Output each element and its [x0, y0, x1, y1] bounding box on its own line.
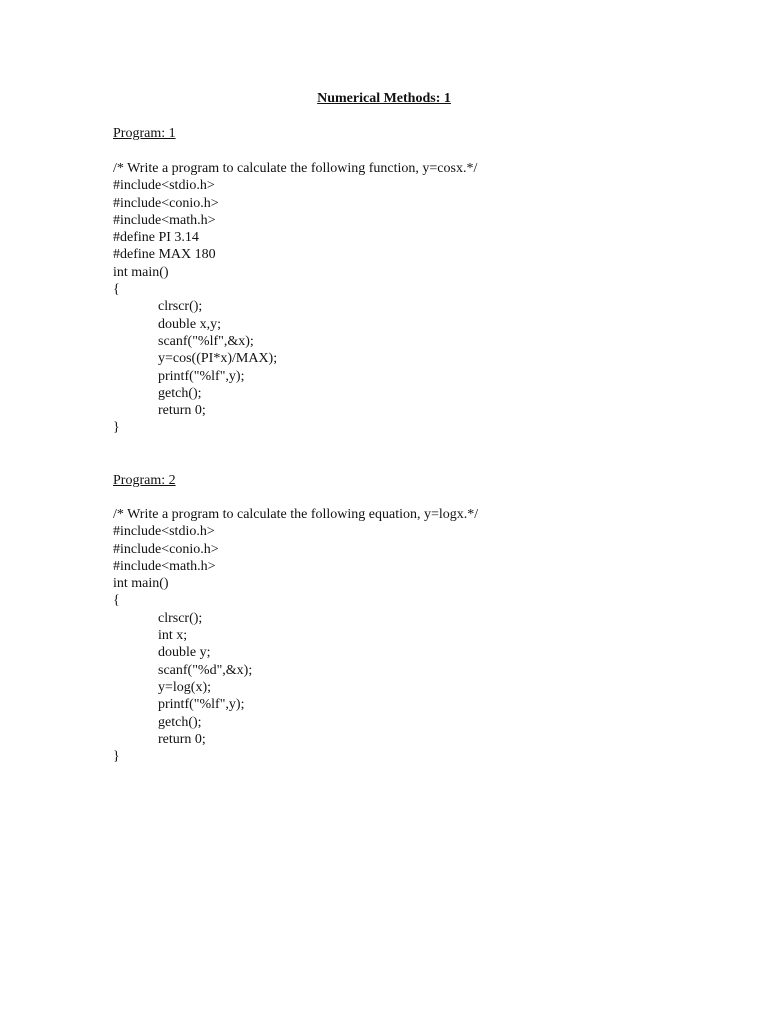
code-comment: /* Write a program to calculate the following equation, y=logx.*/ — [113, 507, 479, 522]
code-line: #include<conio.h> — [113, 541, 219, 557]
code-line: int main() — [113, 576, 169, 592]
code-line: #define MAX 180 — [113, 247, 216, 263]
code-line: #include<stdio.h> — [113, 524, 215, 540]
program-1-code — [113, 160, 477, 437]
page-title: Numerical Methods: 1 — [317, 91, 451, 106]
code-line: } — [113, 420, 120, 436]
code-line: double x,y; — [158, 316, 221, 332]
code-line: #include<math.h> — [113, 558, 216, 574]
code-line: clrscr(); — [158, 610, 203, 626]
code-line: printf("%lf",y); — [158, 368, 245, 384]
program-2-code — [113, 506, 478, 765]
code-line: double y; — [158, 645, 211, 661]
code-line: y=cos((PI*x)/MAX); — [158, 351, 278, 367]
code-line: { — [113, 593, 120, 609]
code-line: #define PI 3.14 — [113, 230, 199, 246]
code-line: { — [113, 282, 120, 298]
code-line: int x; — [158, 628, 188, 644]
code-comment: /* Write a program to calculate the following function, y=cosx.*/ — [113, 161, 478, 176]
code-line: y=log(x); — [158, 679, 211, 695]
code-line: #include<math.h> — [113, 212, 216, 228]
code-line: #include<conio.h> — [113, 195, 219, 211]
program-1-heading: Program: 1 — [113, 126, 176, 141]
code-line: getch(); — [158, 714, 202, 730]
code-line: } — [113, 749, 120, 765]
code-line: return 0; — [158, 403, 206, 419]
program-2-heading: Program: 2 — [113, 473, 176, 488]
code-line: scanf("%lf",&x); — [158, 333, 254, 349]
code-line: scanf("%d",&x); — [158, 662, 253, 678]
code-line: return 0; — [158, 731, 206, 747]
code-line: int main() — [113, 264, 169, 280]
code-line: getch(); — [158, 385, 202, 401]
code-line: #include<stdio.h> — [113, 178, 215, 194]
code-line: printf("%lf",y); — [158, 697, 245, 713]
code-line: clrscr(); — [158, 299, 203, 315]
